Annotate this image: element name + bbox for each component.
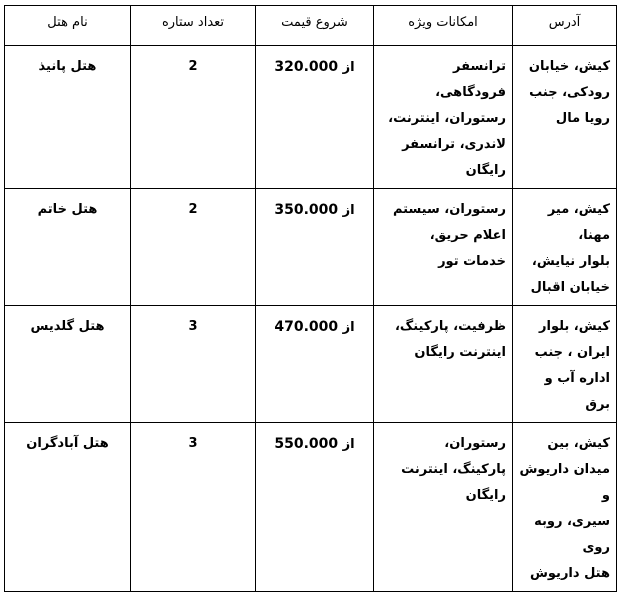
cell-price (256, 46, 374, 189)
cell-hotel-name: هتل آبادگران (5, 423, 131, 592)
cell-stars: 2 (131, 189, 256, 306)
features-text: ظرفیت، پارکینگ، اینترنت رایگان (394, 319, 506, 360)
cell-features (374, 189, 513, 306)
cell-hotel-name: هتل گلدیس (5, 306, 131, 423)
cell-stars: 3 (131, 423, 256, 592)
features-text: رستوران، سیستم اعلام حریق، خدمات تور (392, 202, 506, 269)
table-row (5, 423, 617, 592)
price-prefix: از (342, 437, 355, 452)
header-price: شروع قیمت (256, 6, 374, 46)
cell-address (513, 189, 617, 306)
cell-address (513, 46, 617, 189)
cell-hotel-name: هتل خاتم (5, 189, 131, 306)
cell-address (513, 306, 617, 423)
header-name: نام هتل (5, 6, 131, 46)
price-value: 470.000 (274, 319, 339, 335)
address-text: کیش، بین میدان داریوش و سیری، روبه روی هتل داریوش (519, 436, 610, 581)
cell-price (256, 306, 374, 423)
price-value: 320.000 (274, 59, 339, 75)
cell-features (374, 423, 513, 592)
hotels-table (4, 5, 617, 592)
address-text: کیش، خیابان رودکی، جنب رویا مال (528, 59, 610, 126)
cell-features (374, 306, 513, 423)
cell-stars: 3 (131, 306, 256, 423)
cell-features (374, 46, 513, 189)
price-prefix: از (342, 60, 355, 75)
cell-stars: 2 (131, 46, 256, 189)
features-text: ترانسفر فرودگاهی، رستوران، اینترنت، لاندری، ترانسفر رایگان (388, 59, 506, 178)
table-row (5, 189, 617, 306)
header-features: امکانات ویژه (374, 6, 513, 46)
cell-hotel-name: هتل پانیذ (5, 46, 131, 189)
features-text: رستوران، پارکینگ، اینترنت رایگان (401, 436, 506, 503)
price-value: 350.000 (274, 202, 339, 218)
header-address: آدرس (513, 6, 617, 46)
table-row (5, 306, 617, 423)
header-row (5, 6, 617, 46)
price-prefix: از (342, 203, 355, 218)
address-text: کیش، بلوار ایران ، جنب اداره آب و برق (534, 319, 610, 412)
header-stars: تعداد ستاره (131, 6, 256, 46)
cell-price (256, 423, 374, 592)
table-row (5, 46, 617, 189)
address-text: کیش، میر مهنا، بلوار نیایش، خیابان اقبال (530, 202, 610, 295)
cell-address (513, 423, 617, 592)
cell-price (256, 189, 374, 306)
price-prefix: از (342, 320, 355, 335)
price-value: 550.000 (274, 436, 339, 452)
